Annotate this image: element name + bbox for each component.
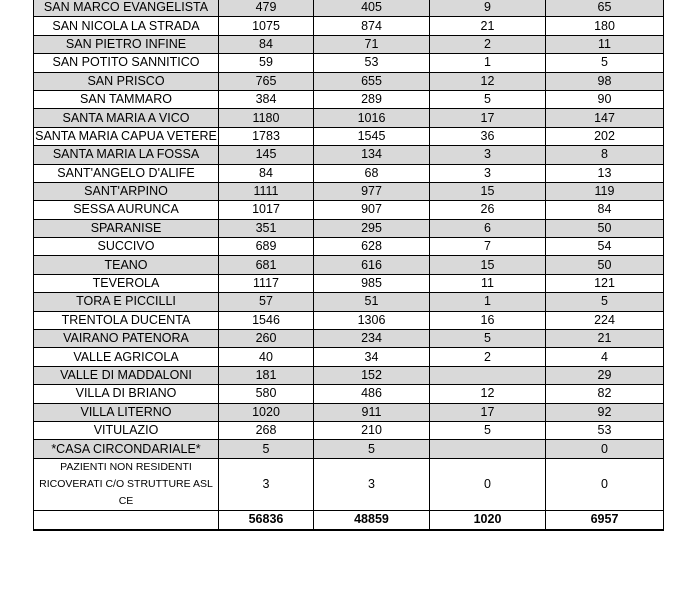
table-row [34,90,664,108]
value-cell-3: 5 [430,90,546,108]
municipality-cell: SAN MARCO EVANGELISTA [34,0,219,17]
value-cell-4: 5 [546,54,664,72]
value-cell-1: 384 [219,90,314,108]
table-row [34,0,664,17]
table-row [34,127,664,145]
value-cell-4: 121 [546,274,664,292]
value-cell-2: 71 [314,35,430,53]
municipality-cell: VALLE DI MADDALONI [34,366,219,384]
value-cell-1: 1075 [219,17,314,35]
municipality-cell: TRENTOLA DUCENTA [34,311,219,329]
value-cell-3: 7 [430,238,546,256]
value-cell-1: 40 [219,348,314,366]
value-cell-4: 65 [546,0,664,17]
table-body [34,0,664,530]
value-cell-4: 4 [546,348,664,366]
value-cell-1: 1117 [219,274,314,292]
value-cell-1: 1180 [219,109,314,127]
value-cell-2: 628 [314,238,430,256]
table-row [34,164,664,182]
value-cell-2: 5 [314,440,430,458]
value-cell-1: 181 [219,366,314,384]
value-cell-3 [430,440,546,458]
municipality-cell: SANT'ARPINO [34,182,219,200]
value-cell-2: 985 [314,274,430,292]
value-cell-1: 3 [219,458,314,510]
table-row [34,421,664,439]
value-cell-1: 1020 [219,403,314,421]
value-cell-4: 13 [546,164,664,182]
value-cell-4: 5 [546,293,664,311]
value-cell-3: 2 [430,35,546,53]
value-cell-2: 655 [314,72,430,90]
municipality-cell: SAN NICOLA LA STRADA [34,17,219,35]
value-cell-3: 1020 [430,510,546,530]
municipality-cell: SANTA MARIA LA FOSSA [34,146,219,164]
table-row [34,440,664,458]
value-cell-3: 1 [430,54,546,72]
municipality-cell: SPARANISE [34,219,219,237]
value-cell-4: 21 [546,330,664,348]
value-cell-2: 289 [314,90,430,108]
table-row [34,182,664,200]
value-cell-4: 84 [546,201,664,219]
table-row [34,72,664,90]
table-row [34,219,664,237]
value-cell-1: 689 [219,238,314,256]
table-row [34,256,664,274]
municipality-cell: SAN PIETRO INFINE [34,35,219,53]
table-row [34,109,664,127]
table-row [34,348,664,366]
municipality-cell: PAZIENTI NON RESIDENTI RICOVERATI C/O STRUTTURE ASL CE [34,458,219,510]
value-cell-3: 15 [430,182,546,200]
value-cell-4: 54 [546,238,664,256]
value-cell-4: 53 [546,421,664,439]
value-cell-2: 152 [314,366,430,384]
municipality-cell: TORA E PICCILLI [34,293,219,311]
table-row [34,330,664,348]
table-row [34,293,664,311]
value-cell-2: 405 [314,0,430,17]
value-cell-2: 295 [314,219,430,237]
value-cell-3: 3 [430,164,546,182]
table-row [34,274,664,292]
value-cell-1: 681 [219,256,314,274]
value-cell-4: 92 [546,403,664,421]
municipality-cell: SANTA MARIA A VICO [34,109,219,127]
municipality-cell: *CASA CIRCONDARIALE* [34,440,219,458]
value-cell-2: 51 [314,293,430,311]
table-row [34,238,664,256]
value-cell-4: 8 [546,146,664,164]
value-cell-2: 1306 [314,311,430,329]
value-cell-2: 210 [314,421,430,439]
table-row [34,458,664,510]
value-cell-4: 6957 [546,510,664,530]
municipality-cell: TEANO [34,256,219,274]
value-cell-4: 180 [546,17,664,35]
value-cell-3: 5 [430,421,546,439]
value-cell-3: 17 [430,403,546,421]
value-cell-3: 36 [430,127,546,145]
value-cell-1: 84 [219,35,314,53]
value-cell-1: 479 [219,0,314,17]
municipality-cell: SANTA MARIA CAPUA VETERE [34,127,219,145]
value-cell-2: 1545 [314,127,430,145]
value-cell-1: 59 [219,54,314,72]
value-cell-4: 50 [546,256,664,274]
value-cell-2: 134 [314,146,430,164]
value-cell-3: 26 [430,201,546,219]
value-cell-2: 977 [314,182,430,200]
table-row [34,54,664,72]
table-row [34,510,664,530]
value-cell-1: 268 [219,421,314,439]
value-cell-2: 616 [314,256,430,274]
table-row [34,35,664,53]
table-row [34,385,664,403]
municipality-cell: VITULAZIO [34,421,219,439]
value-cell-3: 15 [430,256,546,274]
value-cell-3: 16 [430,311,546,329]
value-cell-4: 202 [546,127,664,145]
municipality-cell: VILLA DI BRIANO [34,385,219,403]
value-cell-4: 82 [546,385,664,403]
table-row [34,146,664,164]
value-cell-2: 3 [314,458,430,510]
value-cell-3: 11 [430,274,546,292]
table-row [34,403,664,421]
value-cell-1: 260 [219,330,314,348]
value-cell-3: 0 [430,458,546,510]
value-cell-1: 145 [219,146,314,164]
municipality-cell: SANT'ANGELO D'ALIFE [34,164,219,182]
value-cell-4: 11 [546,35,664,53]
value-cell-4: 0 [546,440,664,458]
value-cell-4: 119 [546,182,664,200]
value-cell-1: 1111 [219,182,314,200]
value-cell-2: 34 [314,348,430,366]
value-cell-1: 1017 [219,201,314,219]
table-row [34,17,664,35]
municipality-cell: SAN POTITO SANNITICO [34,54,219,72]
value-cell-2: 486 [314,385,430,403]
municipality-cell: VAIRANO PATENORA [34,330,219,348]
value-cell-1: 56836 [219,510,314,530]
value-cell-3: 12 [430,72,546,90]
value-cell-2: 234 [314,330,430,348]
value-cell-3: 3 [430,146,546,164]
value-cell-4: 50 [546,219,664,237]
value-cell-3: 5 [430,330,546,348]
value-cell-4: 98 [546,72,664,90]
value-cell-4: 0 [546,458,664,510]
value-cell-1: 1783 [219,127,314,145]
value-cell-2: 911 [314,403,430,421]
municipality-cell: TEVEROLA [34,274,219,292]
municipality-cell: VALLE AGRICOLA [34,348,219,366]
municipality-cell [34,510,219,530]
value-cell-3 [430,366,546,384]
table-row [34,311,664,329]
value-cell-4: 90 [546,90,664,108]
value-cell-2: 1016 [314,109,430,127]
value-cell-1: 580 [219,385,314,403]
value-cell-1: 5 [219,440,314,458]
table-row [34,366,664,384]
municipality-cell: VILLA LITERNO [34,403,219,421]
value-cell-1: 351 [219,219,314,237]
value-cell-1: 57 [219,293,314,311]
value-cell-3: 12 [430,385,546,403]
value-cell-3: 1 [430,293,546,311]
value-cell-2: 907 [314,201,430,219]
value-cell-1: 84 [219,164,314,182]
value-cell-3: 21 [430,17,546,35]
value-cell-2: 53 [314,54,430,72]
value-cell-4: 224 [546,311,664,329]
value-cell-1: 1546 [219,311,314,329]
value-cell-3: 2 [430,348,546,366]
value-cell-4: 147 [546,109,664,127]
table-row [34,201,664,219]
municipality-data-table [33,0,664,531]
value-cell-4: 29 [546,366,664,384]
municipality-cell: SUCCIVO [34,238,219,256]
value-cell-2: 48859 [314,510,430,530]
value-cell-2: 874 [314,17,430,35]
value-cell-3: 6 [430,219,546,237]
value-cell-1: 765 [219,72,314,90]
municipality-cell: SAN PRISCO [34,72,219,90]
value-cell-3: 9 [430,0,546,17]
value-cell-3: 17 [430,109,546,127]
municipality-cell: SESSA AURUNCA [34,201,219,219]
value-cell-2: 68 [314,164,430,182]
municipality-cell: SAN TAMMARO [34,90,219,108]
